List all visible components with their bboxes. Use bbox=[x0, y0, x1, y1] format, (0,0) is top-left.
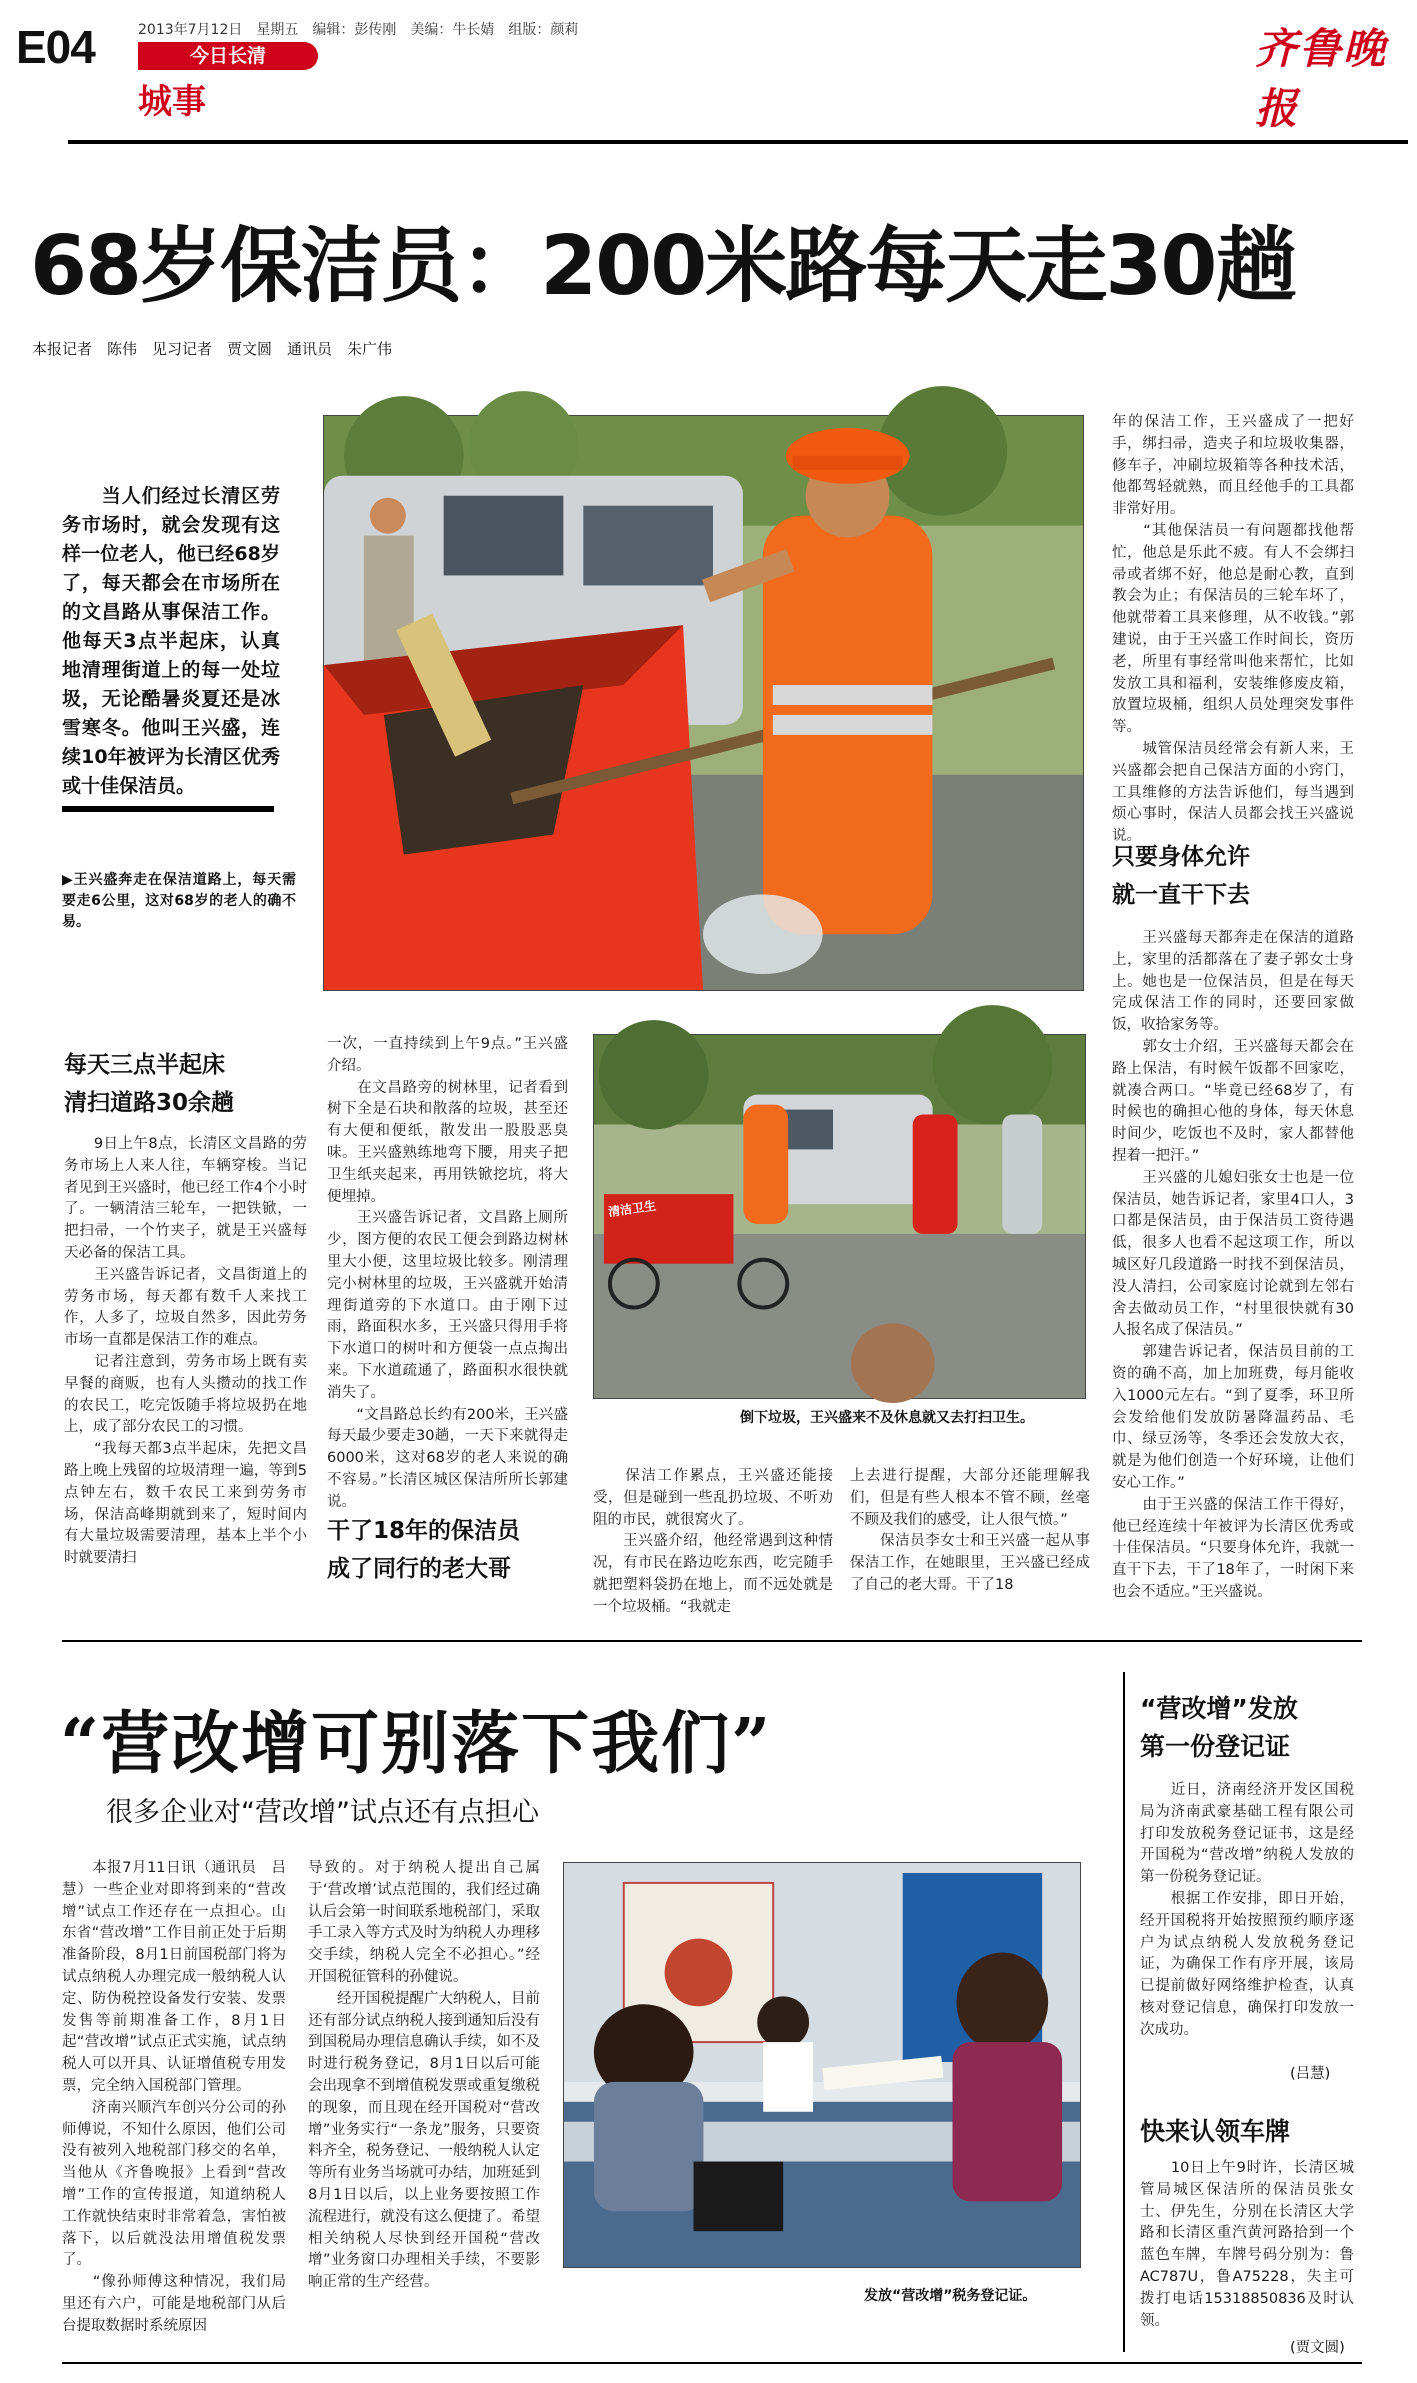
story1-subhead2: 干了18年的保洁员 成了同行的老大哥 bbox=[327, 1518, 521, 1582]
sidebar-rule bbox=[1123, 1672, 1125, 2352]
story1-subhead1: 每天三点半起床 清扫道路30余趟 bbox=[64, 1052, 235, 1116]
story2-subtitle: 很多企业对“营改增”试点还有点担心 bbox=[106, 1797, 539, 1828]
date-line: 2013年7月12日 星期五 编辑：彭传刚 美编：牛长婧 组版：颜莉 bbox=[138, 22, 579, 38]
story2-col2: 导致的。对于纳税人提出自己属于‘营改增’试点范围的，我们经过确认后会第一时间联系地税部门，采取手工录入等方式及时为纳税人办理移交手续，纳税人完全不必担心。”经开国税征管科的孙健说。 经开国税提醒广大纳税人，目前还有部分试点纳税人接到通知后没有到国税局办理信息确认手续，如不及时进行税务登记，8月1日以后可能会出现拿不到增值税发票或重复缴税的现象，而且现在经开国税对“营改增”业务实行“一条龙”服务，只要资料齐全，税务登记、一般纳税人认定等所有业务当场就可办结，加班延到8月1日以后，以上业务要按照工作流程进行，就没有这么便捷了。希望相关纳税人尽快到经开国税“营改增”业务窗口办理相关手续，不要影响正常的生产经营。 bbox=[308, 1860, 540, 2291]
story1-col5a: 年的保洁工作，王兴盛成了一把好手，绑扫帚，造夹子和垃圾收集器，修车子，冲刷垃圾箱等各种技术活，他都驾轻就熟，而且经他手的工具都非常好用。 “其他保洁员一有问题都找他帮忙，他总是乐此不疲。有人不会绑扫帚或者绑不好，他总是耐心教，直到教会为止；有保洁员的三轮车坏了，他就带着工具来修理，从不收钱。”郭建说，由于王兴盛工作时间长，资历老，所里有事经常叫他来帮忙，比如发放工具和福利，安装维修废皮箱，放置垃圾桶，组织人员处理突发事件等。 城管保洁员经常会有新人来，王兴盛都会把自己保洁方面的小窍门，工具维修的方法告诉他们，每当遇到烦心事时，保洁人员都会找王兴盛说说。 bbox=[1112, 414, 1354, 845]
story1-caption2: 倒下垃圾，王兴盛来不及休息就又去打扫卫生。 bbox=[740, 1410, 1034, 1426]
story1-col5b: 王兴盛每天都奔走在保洁的道路上，家里的活都落在了妻子郭女士身上。她也是一位保洁员，但是在每天完成保洁工作的同时，还要回家做饭，收拾家务等。 郭女士介绍，王兴盛每天都会在路上保洁，有时候午饭都不回家吃，就凑合两口。“毕竟已经68岁了，有时候也的确担心他的身体，每天休息时间少，吃饭也不及时，家人都替他捏着一把汗。” 王兴盛的儿媳妇张女士也是一位保洁员，她告诉记者，家里4口人，3口都是保洁员，由于保洁员工资待遇低，很多人也看不起这项工作，所以城区好几段道路一时找不到保洁员，没人清扫，公司家庭讨论就到左邻右舍去做动员工作，“村里很快就有30人报名成了保洁员。” 郭建告诉记者，保洁员目前的工资的确不高，加上加班费，每月能收入1000元左右。“到了夏季，环卫所会发给他们发放防暑降温药品、毛巾、绿豆汤等，冬季还会发放大衣，就是为他们创造一个好环境，让他们安心工作。” 由于王兴盛的保洁工作干得好，他已经连续十年被评为长清区优秀或十佳保洁员。“只要身体允许，我就一直干下去，干了18年了，一时闲下来也会不适应。”王兴盛说。 bbox=[1112, 930, 1354, 1600]
masthead: 齐鲁晚报 bbox=[1255, 24, 1388, 133]
story1-byline: 本报记者 陈伟 见习记者 贾文圆 通讯员 朱广伟 bbox=[32, 340, 393, 358]
story1-col4: 上去进行提醒，大部分还能理解我们，但是有些人根本不管不顾，丝毫不顾及我们的感受，让人很气愤。” 保洁员李女士和王兴盛一起从事保洁工作，在她眼里，王兴盛已经成了自己的老大哥。干了18 bbox=[850, 1468, 1090, 1593]
story1-col2: 一次，一直持续到上午9点。”王兴盛介绍。 在文昌路旁的树林里，记者看到树下全是石块和散落的垃圾，甚至还有大便和便纸，散发出一股股恶臭味。王兴盛熟练地弯下腰，用夹子把卫生纸夹起来，再用铁锨挖坑，将大便埋掉。 王兴盛告诉记者，文昌路上厕所少，图方便的农民工便会到路边树林里大小便，这里垃圾比较多。刚清理完小树林里的垃圾，王兴盛就开始清理街道旁的下水道口。由于刚下过雨，路面积水多，王兴盛只得用手将下水道口的树叶和方便袋一点点掏出来。下水道疏通了，路面积水很快就消失了。 “文昌路总长约有200米，王兴盛每天最少要走30趟，一天下来就得走6000米，这对68岁的老人来说的确不容易。”长清区城区保洁所所长郭建说。 bbox=[327, 1036, 568, 1510]
section-tag: 今日长清 bbox=[138, 42, 318, 70]
mid-rule bbox=[62, 1640, 1362, 1642]
story2-col1: 本报7月11日讯（通讯员 吕慧）一些企业对即将到来的“营改增”试点工作还存在一点担心。山东省“营改增”工作目前正处于后期准备阶段，8月1日前国税部门将为试点纳税人办理完成一般纳税人认定、防伪税控设备发行安装、发票发售等前期准备工作，8月1日起“营改增”试点正式实施，试点纳税人可以开具、认证增值税专用发票，完全纳入国税部门管理。 济南兴顺汽车创兴分公司的孙师傅说，不知什么原因，他们公司没有被列入地税部门移交的名单，当他从《齐鲁晚报》上看到“营改增”工作的宣传报道，知道纳税人工作就快结束时非常着急，害怕被落下，以后就没法用增值税发票了。 “像孙师傅这种情况，我们局里还有六户，可能是地税部门从后台提取数据时系统原因 bbox=[62, 1860, 286, 2334]
photo-tax-office bbox=[563, 1862, 1081, 2268]
story1-col3: 保洁工作累点，王兴盛还能接受，但是碰到一些乱扔垃圾、不听劝阻的市民，就很窝火了。 王兴盛介绍，他经常遇到这种情况，有市民在路边吃东西，吃完随手就把塑料袋扔在地上，而不远处就是一个垃圾桶。“我就走 bbox=[593, 1468, 833, 1615]
story1-caption1: ▶王兴盛奔走在保洁道路上，每天需要走6公里，这对68岁的老人的确不易。 bbox=[62, 872, 296, 930]
story2-headline: “营改增可别落下我们” bbox=[60, 1704, 773, 1784]
cart-label: 清洁卫生 bbox=[607, 1198, 657, 1220]
side2-body: 10日上午9时许，长清区城管局城区保洁所的保洁员张女士、伊先生，分别在长清区大学路和长清区重汽黄河路拾到一个蓝色车牌，车牌号码分别为：鲁AC787U，鲁A75228，失主可拨打电话15318850836及时认领。 bbox=[1140, 2160, 1354, 2329]
photo-cart-dumping bbox=[593, 1034, 1086, 1399]
side1-author: (吕慧) bbox=[1290, 2066, 1331, 2082]
story1-col1: 9日上午8点，长清区文昌路的劳务市场上人来人往，车辆穿梭。当记者见到王兴盛时，他已经工作4个小时了。一辆清洁三轮车，一把铁锨，一把扫帚，一个竹夹子，就是王兴盛每天必备的保洁工具。 王兴盛告诉记者，文昌街道上的劳务市场，每天都有数千人来找工作，人多了，垃圾自然多，因此劳务市场一直都是保洁工作的难点。 记者注意到，劳务市场上既有卖早餐的商贩，也有人头攒动的找工作的农民工，吃完饭随手将垃圾扔在地上，成了部分农民工的习惯。 “我每天都3点半起床，先把文昌路上晚上残留的垃圾清理一遍，等到5点钟左右，数千农民工来到劳务市场，保洁高峰期就到来了，短时间内有大量垃圾需要清理，基本上半个小时就要清扫 bbox=[64, 1136, 307, 1567]
story1-subhead3: 只要身体允许 就一直干下去 bbox=[1112, 844, 1250, 908]
side1-headline: “营改增”发放 第一份登记证 bbox=[1140, 1694, 1298, 1761]
story1-headline: 68岁保洁员：200米路每天走30趟 bbox=[30, 219, 1296, 314]
story2-caption: 发放“营改增”税务登记证。 bbox=[864, 2288, 1037, 2304]
bottom-rule bbox=[62, 2362, 1362, 2364]
page-number: E04 bbox=[16, 21, 95, 73]
header-rule bbox=[68, 140, 1408, 144]
intro-rule bbox=[62, 806, 274, 812]
section-title: 城事 bbox=[138, 82, 206, 122]
photo-street-cleaner bbox=[323, 415, 1084, 991]
story1-intro: 当人们经过长清区劳务市场时，就会发现有这样一位老人，他已经68岁了，每天都会在市场所在的文昌路从事保洁工作。他每天3点半起床，认真地清理街道上的每一处垃圾，无论酷暑炎夏还是冰雪寒冬。他叫王兴盛，连续10年被评为长清区优秀或十佳保洁员。 bbox=[62, 485, 280, 797]
side2-headline: 快来认领车牌 bbox=[1140, 2117, 1291, 2146]
side1-body: 近日，济南经济开发区国税局为济南武豪基础工程有限公司打印发放税务登记证书，这是经开国税为“营改增”纳税人发放的第一份税务登记证。 根据工作安排，即日开始，经开国税将开始按照预约顺序逐户为试点纳税人发放税务登记证，为确保工作有序开展，该局已提前做好网络维护检查，认真核对登记信息，确保打印发放一次成功。 bbox=[1140, 1782, 1354, 2038]
side2-author: (贾文圆) bbox=[1290, 2340, 1345, 2356]
